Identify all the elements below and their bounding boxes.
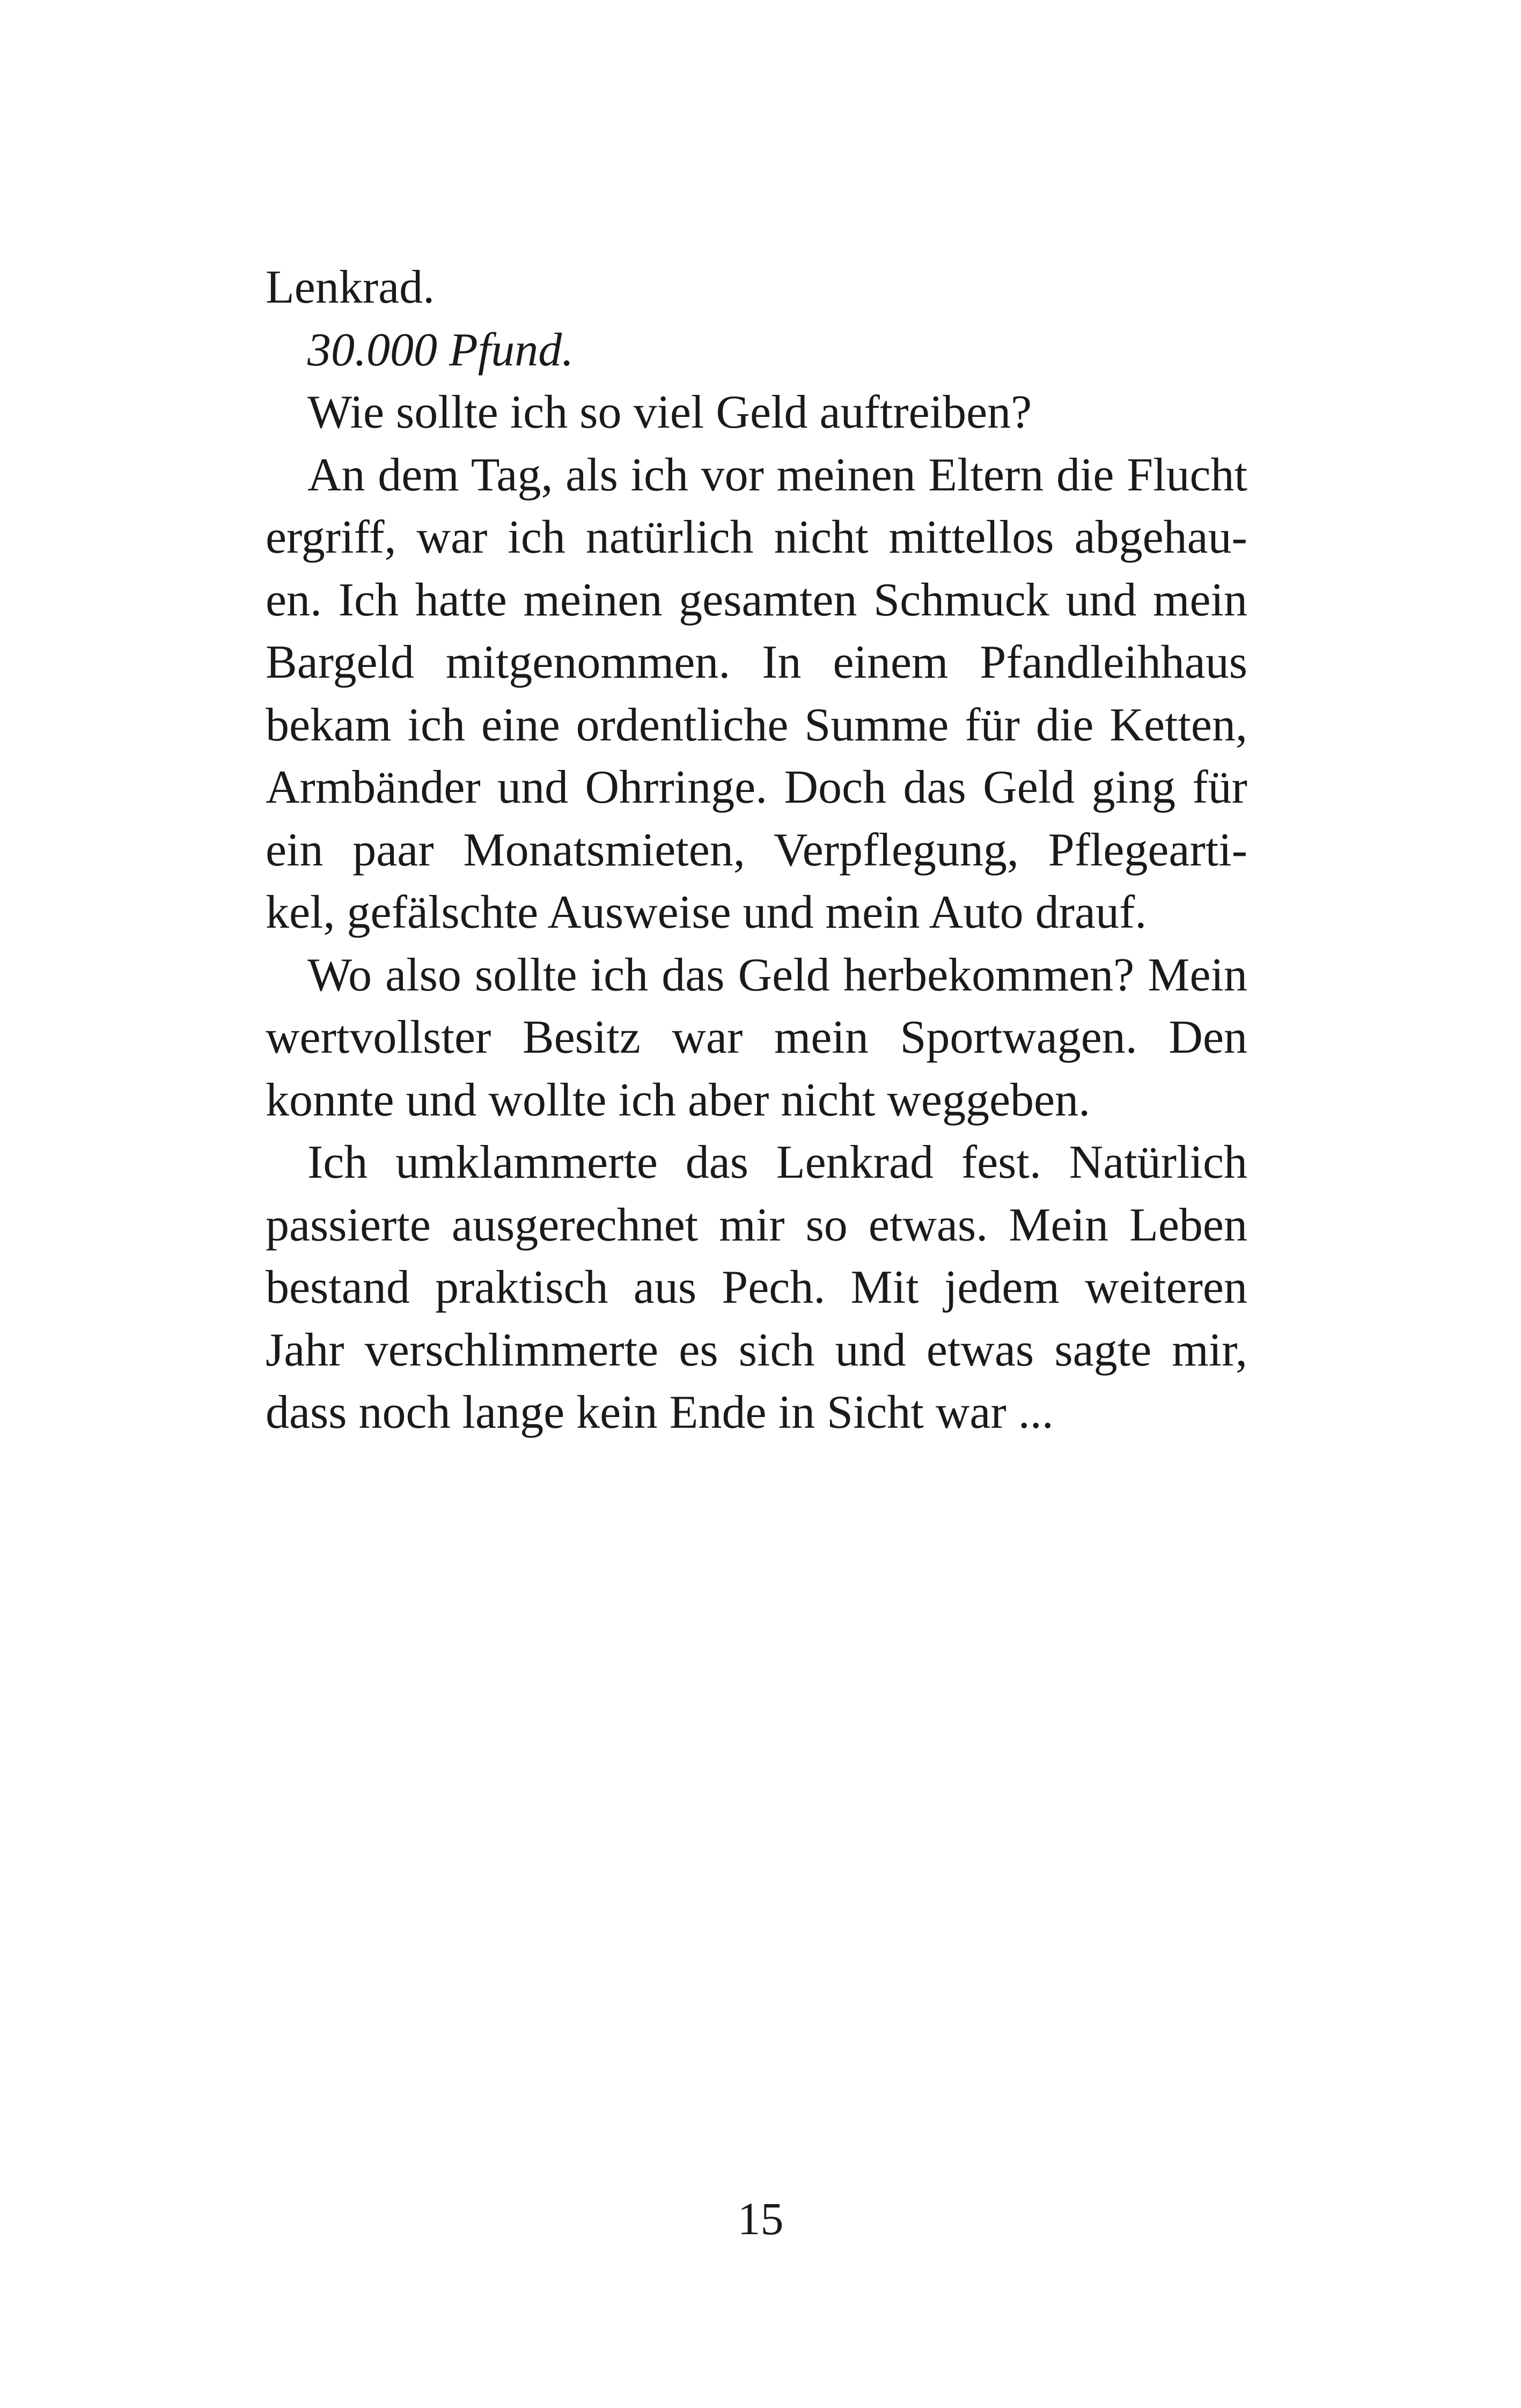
text-line: ergriff, war ich natürlich nicht mittellos abgehau- <box>266 511 1247 563</box>
text-line: 30.000 Pfund. <box>307 324 574 376</box>
page-number: 15 <box>737 2193 784 2244</box>
text-line: dass noch lange kein Ende in Sicht war ... <box>266 1386 1054 1438</box>
text-line: Bargeld mitgenommen. In einem Pfandleihhaus <box>266 636 1247 688</box>
text-line: bekam ich eine ordentliche Summe für die Ketten, <box>266 699 1247 751</box>
text-line: wertvollster Besitz war mein Sportwagen. Den <box>266 1011 1247 1063</box>
text-line: Lenkrad. <box>266 261 435 313</box>
text-line: Armbänder und Ohrringe. Doch das Geld ging für <box>266 761 1247 813</box>
text-line: en. Ich hatte meinen gesamten Schmuck und mein <box>266 574 1247 626</box>
text-line: Wie sollte ich so viel Geld auftreiben? <box>307 386 1032 438</box>
text-line: Wo also sollte ich das Geld herbekommen? Mein <box>307 949 1247 1001</box>
text-line: kel, gefälschte Ausweise und mein Auto drauf. <box>266 886 1147 938</box>
text-line: An dem Tag, als ich vor meinen Eltern die Flucht <box>307 449 1247 501</box>
text-line: Ich umklammerte das Lenkrad fest. Natürlich <box>307 1136 1247 1188</box>
text-line: konnte und wollte ich aber nicht weggeben. <box>266 1074 1091 1126</box>
body-text <box>266 256 1247 1444</box>
text-line: passierte ausgerechnet mir so etwas. Mein Leben <box>266 1199 1247 1251</box>
text-line: bestand praktisch aus Pech. Mit jedem weiteren <box>266 1261 1247 1313</box>
text-line: ein paar Monatsmieten, Verpflegung, Pflegearti- <box>266 824 1247 876</box>
text-line: Jahr verschlimmerte es sich und etwas sagte mir, <box>266 1324 1247 1376</box>
